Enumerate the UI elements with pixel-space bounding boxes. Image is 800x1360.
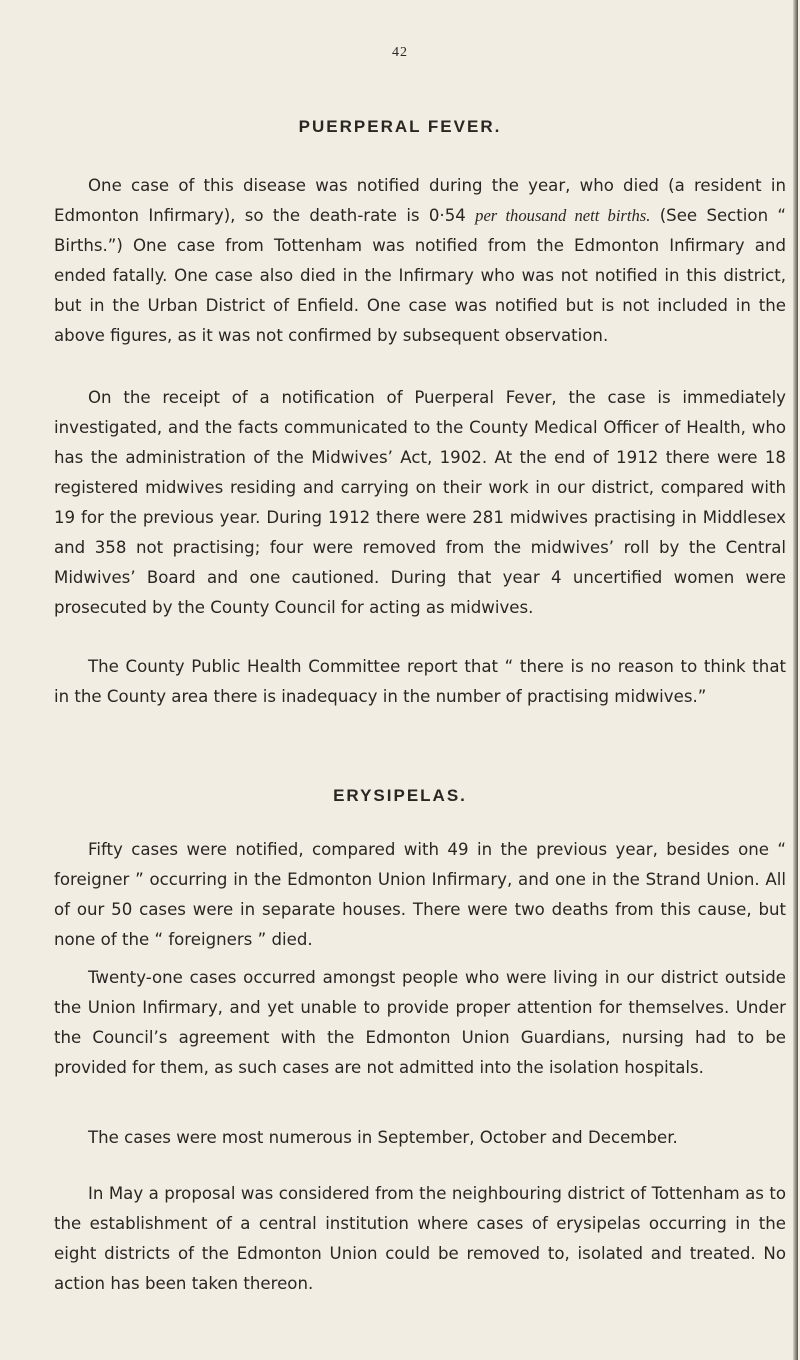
paragraph-county-committee: The County Public Health Committee report that “ there is no reason to think that in the County area there is inadequacy in the number of practising midwives.” <box>54 657 786 706</box>
paragraph-puerperal-death-rate <box>54 171 786 351</box>
paragraph-erysipelas-cases: Fifty cases were notified, compared with 49 in the previous year, besides one “ foreigner ” occurring in the Edmonton Union Infirmary, and one in the Strand Union. All of our 50 cases were in separate houses. There were two deaths from this cause, but none of the “ foreigners ” died. <box>54 840 786 949</box>
paragraph-text: One case of this disease was notified during the year, who died (a resident in Edmonton Infirmary), so the death-rate is 0·54 <box>54 176 786 225</box>
italic-phrase: per thousand nett births. <box>475 206 651 225</box>
page-edge-shadow <box>793 0 798 1360</box>
paragraph-midwives-act: On the receipt of a notification of Puerperal Fever, the case is immediately investigated, and the facts communicated to the County Medical Officer of Health, who has the administration of the Midwives’ Act, 1902. At the end of 1912 there were 18 registered midwives residing and carrying on their work in our district, compared with 19 for the previous year. During 1912 there were 281 midwives practising in Middlesex and 358 not practising; four were removed from the midwives’ roll by the Central Midwives’ Board and one cautioned. During that year 4 uncertified women were prosecuted by the County Council for acting as midwives. <box>54 388 786 617</box>
paragraph-tottenham-proposal: In May a proposal was considered from the neighbouring district of Tottenham as to the establishment of a central institution where cases of erysipelas occurring in the eight districts of the Edmonton Union could be removed to, isolated and treated. No action has been taken thereon. <box>54 1184 786 1293</box>
section-heading-erysipelas: ERYSIPELAS. <box>333 786 467 805</box>
paragraph-twenty-one-cases: Twenty-one cases occurred amongst people who were living in our district outside the Union Infirmary, and yet unable to provide proper attention for themselves. Under the Council’s agreement with the Edmonton Union Guardians, nursing had to be provided for them, as such cases are not admitted into the isolation hospitals. <box>54 968 786 1077</box>
paragraph-text: (See Section “ Births.”) One case from Tottenham was notified from the Edmonton Infirmary and ended fatally. One case also died in the Infirmary who was not notified in this district, but in the Urban District of Enfield. One case was notified but is not included in the above figures, as it was not confirmed by subsequent observation. <box>54 206 786 345</box>
page-number: 42 <box>392 45 408 60</box>
paragraph-most-numerous: The cases were most numerous in September, October and December. <box>88 1128 678 1147</box>
section-heading-puerperal-fever: PUERPERAL FEVER. <box>298 117 502 136</box>
